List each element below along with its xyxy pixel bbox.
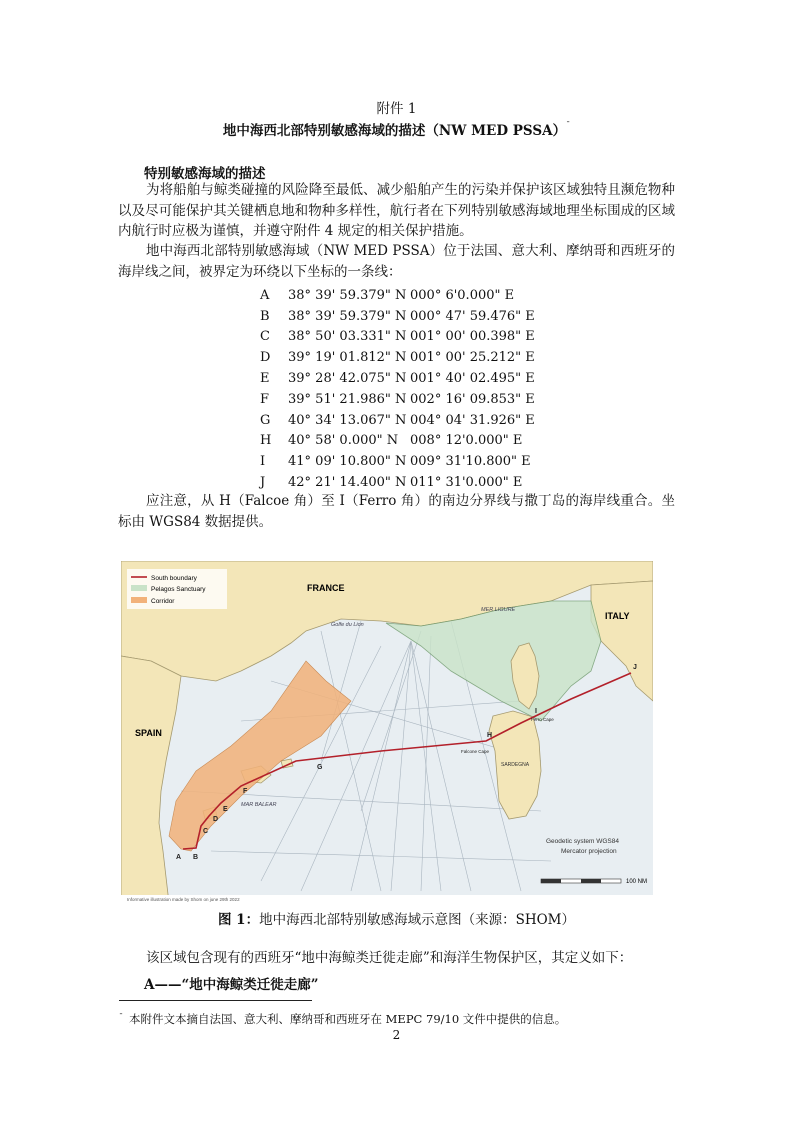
coordinate-longitude: 001° 00' 25.212" E <box>410 350 535 366</box>
coordinate-latitude: 42° 21' 14.400" N <box>288 475 407 491</box>
coordinate-longitude: 001° 00' 00.398" E <box>410 329 535 345</box>
sardinia-label: SARDEGNA <box>501 762 530 768</box>
page-number: 2 <box>392 1028 401 1042</box>
point-label-j: J <box>633 664 637 671</box>
coordinate-longitude: 002° 16' 09.853" E <box>410 391 535 407</box>
coordinate-longitude: 000° 47' 59.476" E <box>410 308 535 324</box>
coordinate-point: I <box>260 454 266 470</box>
legend-pelagos-label: Pelagos Sanctuary <box>151 586 206 593</box>
coordinate-longitude: 011° 31'0.000" E <box>410 475 523 491</box>
coordinate-point: F <box>260 391 270 407</box>
title-text: 地中海西北部特别敏感海域的描述（NW MED PSSA） <box>222 123 567 139</box>
point-label-f: F <box>243 788 248 795</box>
coordinate-row <box>250 389 550 410</box>
figure-caption <box>0 908 793 928</box>
coordinate-row <box>250 431 550 452</box>
coordinate-point: C <box>260 329 270 345</box>
coordinate-point: A <box>260 287 270 303</box>
annex-label: 附件 1 <box>376 101 417 117</box>
coordinate-latitude: 40° 58' 0.000" N <box>288 433 399 449</box>
coordinate-row <box>250 285 550 306</box>
point-label-e: E <box>223 806 228 813</box>
page-title <box>0 119 793 139</box>
paragraph-3: 应注意，从 H（Falcoe 角）至 I（Ferro 角）的南边分界线与撒丁岛的海岸线重合。坐标由 WGS84 数据提供。 <box>118 493 675 530</box>
figure-caption-prefix: 图 1： <box>217 912 260 928</box>
italy-label: ITALY <box>605 611 630 621</box>
ligure-label: MER LIGURE <box>481 607 516 613</box>
coordinate-latitude: 38° 39' 59.379" N <box>288 287 407 303</box>
paragraph-2: 地中海西北部特别敏感海域（NW MED PSSA）位于法国、意大利、摩纳哥和西班牙的海岸线之间，被界定为环绕以下坐标的一条线： <box>118 243 675 280</box>
coordinate-point: G <box>260 412 271 428</box>
pssa-map <box>121 561 653 903</box>
legend-corridor-swatch <box>131 597 147 603</box>
coordinate-row <box>250 368 550 389</box>
coordinate-point: E <box>260 371 270 387</box>
coordinate-longitude: 004° 04' 31.926" E <box>410 412 535 428</box>
coordinate-point: D <box>260 350 271 366</box>
coordinate-longitude: 008° 12'0.000" E <box>410 433 523 449</box>
point-label-h: H <box>487 732 493 739</box>
paragraph-4: 该区域包含现有的西班牙“地中海鲸类迁徙走廊”和海洋生物保护区，其定义如下： <box>146 950 633 966</box>
coordinate-point: J <box>260 475 266 491</box>
coordinate-latitude: 39° 28' 42.075" N <box>288 371 407 387</box>
coordinate-latitude: 38° 50' 03.331" N <box>288 329 407 345</box>
coordinate-row <box>250 472 550 493</box>
subsection-heading: A——“地中海鲸类迁徙走廊” <box>144 977 319 993</box>
falcone-label: Falcone Cape <box>461 749 490 754</box>
point-label-a: A <box>176 854 182 861</box>
coordinate-latitude: 39° 19' 01.812" N <box>288 350 407 366</box>
coordinate-longitude: 001° 40' 02.495" E <box>410 371 535 387</box>
spain-label: SPAIN <box>135 728 162 738</box>
point-label-c: C <box>203 828 209 835</box>
point-label-g: G <box>317 764 323 771</box>
point-label-b: B <box>193 854 199 861</box>
paragraph-1: 为将船舶与鲸类碰撞的风险降至最低、减少船舶产生的污染并保护该区域独特且濒危物种以及尽可能保护其关键栖息地和物种多样性，航行者在下列特别敏感海域地理坐标围成的区域内航行时应极为谨慎，并遵守附件 4 规定的相关保护措施。 <box>118 182 675 239</box>
section-heading: 特别敏感海域的描述 <box>144 166 266 182</box>
coordinate-row <box>250 451 550 472</box>
ferro-label: Ferro Cape <box>531 717 554 722</box>
coordinate-latitude: 38° 39' 59.379" N <box>288 308 407 324</box>
footnote-text: 本附件文本摘自法国、意大利、摩纳哥和西班牙在 MEPC 79/10 文件中提供的信息。 <box>129 1012 567 1026</box>
coordinate-latitude: 41° 09' 10.800" N <box>288 454 407 470</box>
france-label: FRANCE <box>307 583 345 593</box>
coordinate-row <box>250 306 550 327</box>
footnote-mark: ¯ <box>119 1013 123 1022</box>
footnote-divider <box>119 1000 312 1001</box>
balear-label: MAR BALEAR <box>241 802 277 808</box>
coordinate-latitude: 39° 51' 21.986" N <box>288 391 407 407</box>
footnote <box>119 1011 566 1027</box>
figure-caption-text: 地中海西北部特别敏感海域示意图（来源：SHOM） <box>259 912 575 928</box>
point-label-d: D <box>213 816 219 823</box>
coordinate-point: B <box>260 308 270 324</box>
coordinate-table <box>250 285 550 493</box>
coordinate-longitude: 009° 31'10.800" E <box>410 454 531 470</box>
golfe-label: Golfe du Lion <box>331 622 364 628</box>
coordinate-row <box>250 327 550 348</box>
coordinate-point: H <box>260 433 272 449</box>
map-legend <box>127 569 227 609</box>
title-footnote-mark: ¯ <box>566 120 571 130</box>
coordinate-row <box>250 410 550 431</box>
map-credit: Informative illustration made by Shom on june 29th 2022 <box>127 897 240 902</box>
point-label-i: I <box>535 708 537 715</box>
coordinate-latitude: 40° 34' 13.067" N <box>288 412 407 428</box>
coordinate-longitude: 000° 6'0.000" E <box>410 287 515 303</box>
legend-corridor-label: Corridor <box>151 598 175 605</box>
scale-label: 100 NM <box>626 879 648 885</box>
projection-line-1: Geodetic system WGS84 <box>546 838 619 845</box>
projection-line-2: Mercator projection <box>561 848 617 855</box>
legend-boundary-label: South boundary <box>151 575 197 582</box>
legend-pelagos-swatch <box>131 585 147 591</box>
coordinate-row <box>250 347 550 368</box>
